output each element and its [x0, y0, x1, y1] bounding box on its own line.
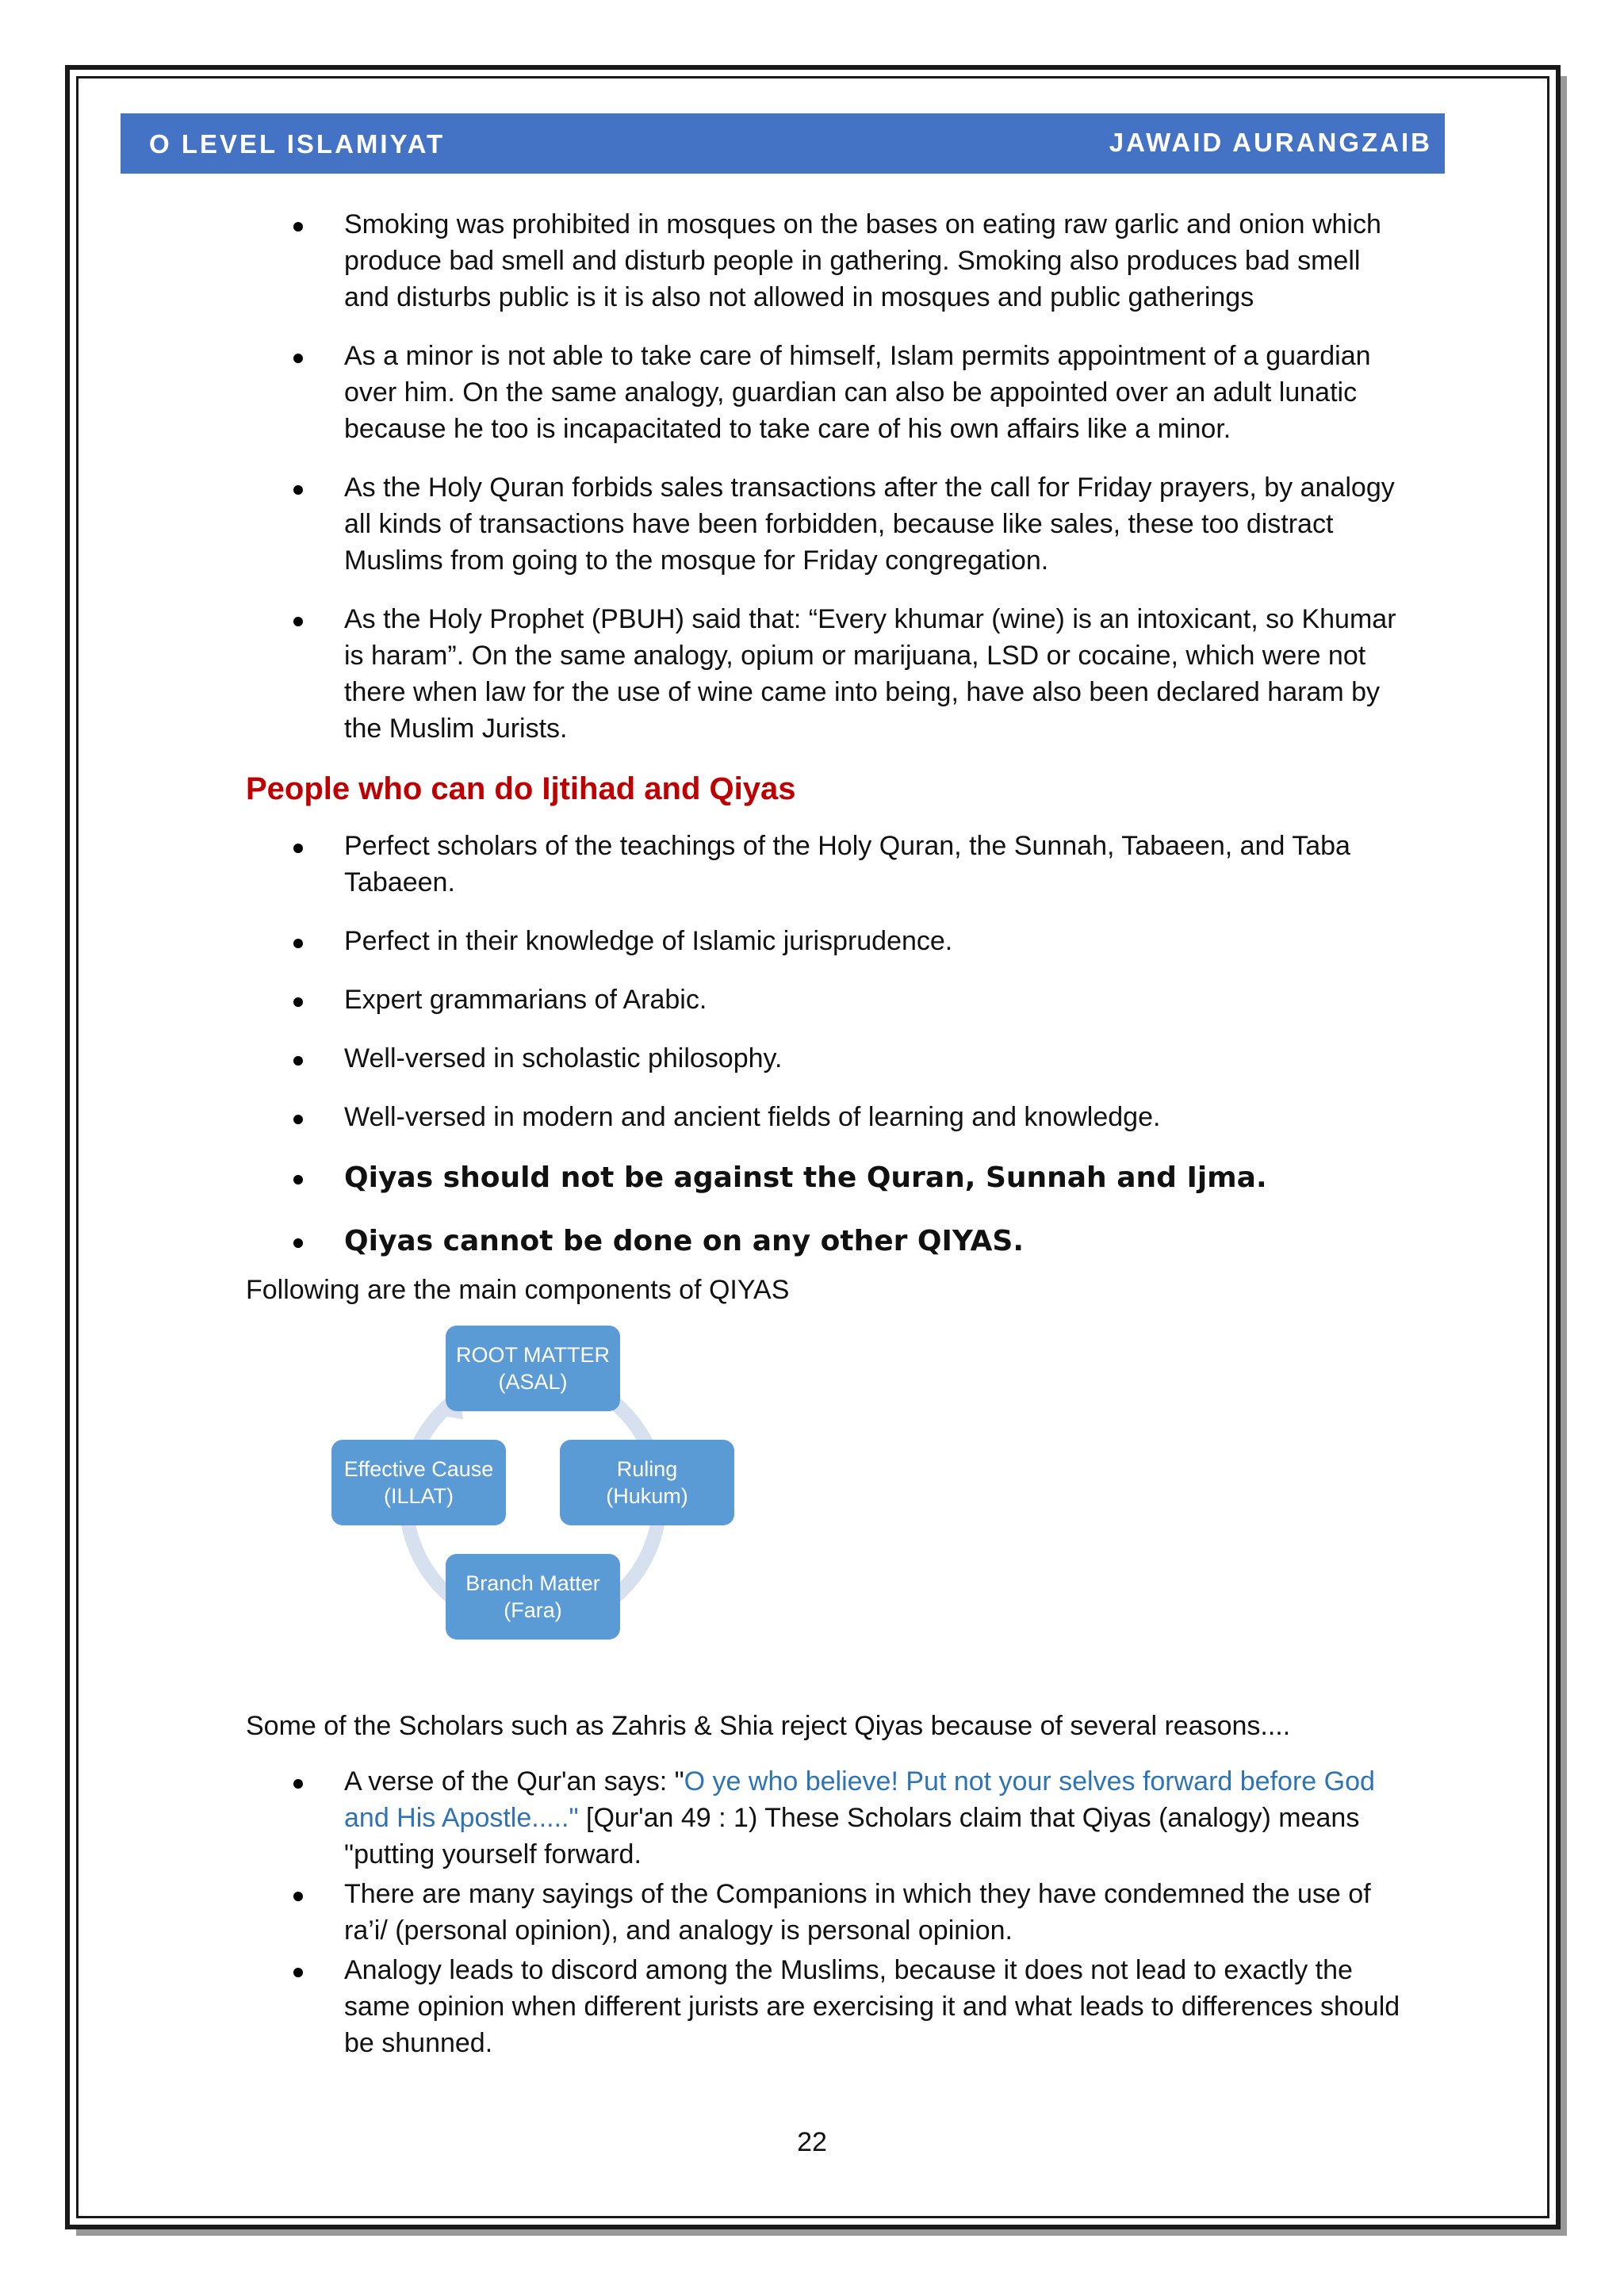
bullet-icon	[293, 1056, 303, 1066]
list-item: Qiyas should not be against the Quran, Sunnah and Ijma.	[246, 1158, 1404, 1199]
bullet-icon	[293, 485, 303, 495]
list-item: As the Holy Prophet (PBUH) said that: “Every khumar (wine) is an intoxicant, so Khumar is haram”. On the same analogy, opium or marijuana, LSD or cocaine, which were not there when law for the use of wine came into being, have also been declared haram by the Muslim Jurists.	[246, 601, 1404, 747]
bullet-icon	[293, 1115, 303, 1124]
list-item: Perfect scholars of the teachings of the Holy Quran, the Sunnah, Tabaeen, and Taba Tabaeen.	[246, 828, 1404, 901]
node-root-matter: ROOT MATTER (ASAL)	[446, 1326, 620, 1411]
qiyas-rules-list	[246, 1158, 1404, 1262]
page-number: 22	[797, 2127, 827, 2157]
list-item: Qiyas cannot be done on any other QIYAS.	[246, 1221, 1404, 1262]
page-header	[121, 113, 1445, 174]
list-item: There are many sayings of the Companions in which they have condemned the use of ra’i/ (personal opinion), and analogy is personal opinion.	[246, 1876, 1404, 1949]
node-effective-cause: Effective Cause (ILLAT)	[331, 1440, 506, 1525]
bullet-icon	[293, 939, 303, 948]
qiyas-components-diagram	[335, 1326, 779, 1674]
quran-verse-quote: O ye who believe! Put not your selves forward before God and His Apostle....."	[344, 1766, 1375, 1833]
reject-intro: Some of the Scholars such as Zahris & Shia reject Qiyas because of several reasons....	[246, 1711, 1291, 1741]
qualifications-list	[246, 828, 1404, 1135]
analogy-examples-list	[246, 206, 1404, 747]
bullet-icon	[293, 222, 303, 232]
bullet-icon	[293, 1175, 303, 1184]
bullet-icon	[293, 997, 303, 1007]
node-branch-matter: Branch Matter (Fara)	[446, 1554, 620, 1640]
header-subject: O LEVEL ISLAMIYAT	[149, 129, 446, 159]
list-item: Smoking was prohibited in mosques on the bases on eating raw garlic and onion which produce bad smell and disturb people in gathering. Smoking also produces bad smell and disturbs public is it is also not allowed in mosques and public gatherings	[246, 206, 1404, 316]
bullet-icon	[293, 1892, 303, 1901]
list-item: Analogy leads to discord among the Muslims, because it does not lead to exactly the same opinion when different jurists are exercising it and what leads to differences should be shunned.	[246, 1952, 1404, 2061]
list-item: As the Holy Quran forbids sales transactions after the call for Friday prayers, by analogy all kinds of transactions have been forbidden, because like sales, these too distract Muslims from going to the mosque for Friday congregation.	[246, 469, 1404, 579]
bullet-icon	[293, 1968, 303, 1977]
section-heading: People who can do Ijtihad and Qiyas	[246, 771, 796, 806]
header-author: JAWAID AURANGZAIB	[1109, 128, 1432, 157]
list-item: Perfect in their knowledge of Islamic jurisprudence.	[246, 923, 1404, 959]
node-ruling: Ruling (Hukum)	[560, 1440, 734, 1525]
list-item: Expert grammarians of Arabic.	[246, 982, 1404, 1018]
reject-reasons-list	[246, 1763, 1404, 2061]
list-item: Well-versed in scholastic philosophy.	[246, 1040, 1404, 1077]
page-content	[246, 206, 1404, 2064]
bullet-icon	[293, 354, 303, 363]
list-item: Well-versed in modern and ancient fields of learning and knowledge.	[246, 1099, 1404, 1135]
list-item: As a minor is not able to take care of himself, Islam permits appointment of a guardian over him. On the same analogy, guardian can also be appointed over an adult lunatic because he too is incapacitated to take care of his own affairs like a minor.	[246, 338, 1404, 447]
components-intro: Following are the main components of QIYAS	[246, 1275, 790, 1305]
bullet-icon	[293, 1779, 303, 1789]
bullet-icon	[293, 617, 303, 626]
list-item: A verse of the Qur'an says: "O ye who believe! Put not your selves forward before God and His Apostle....." [Qur'an 49 : 1) These Scholars claim that Qiyas (analogy) means "putting yourself forward.	[246, 1763, 1404, 1873]
bullet-icon	[293, 844, 303, 853]
bullet-icon	[293, 1238, 303, 1248]
